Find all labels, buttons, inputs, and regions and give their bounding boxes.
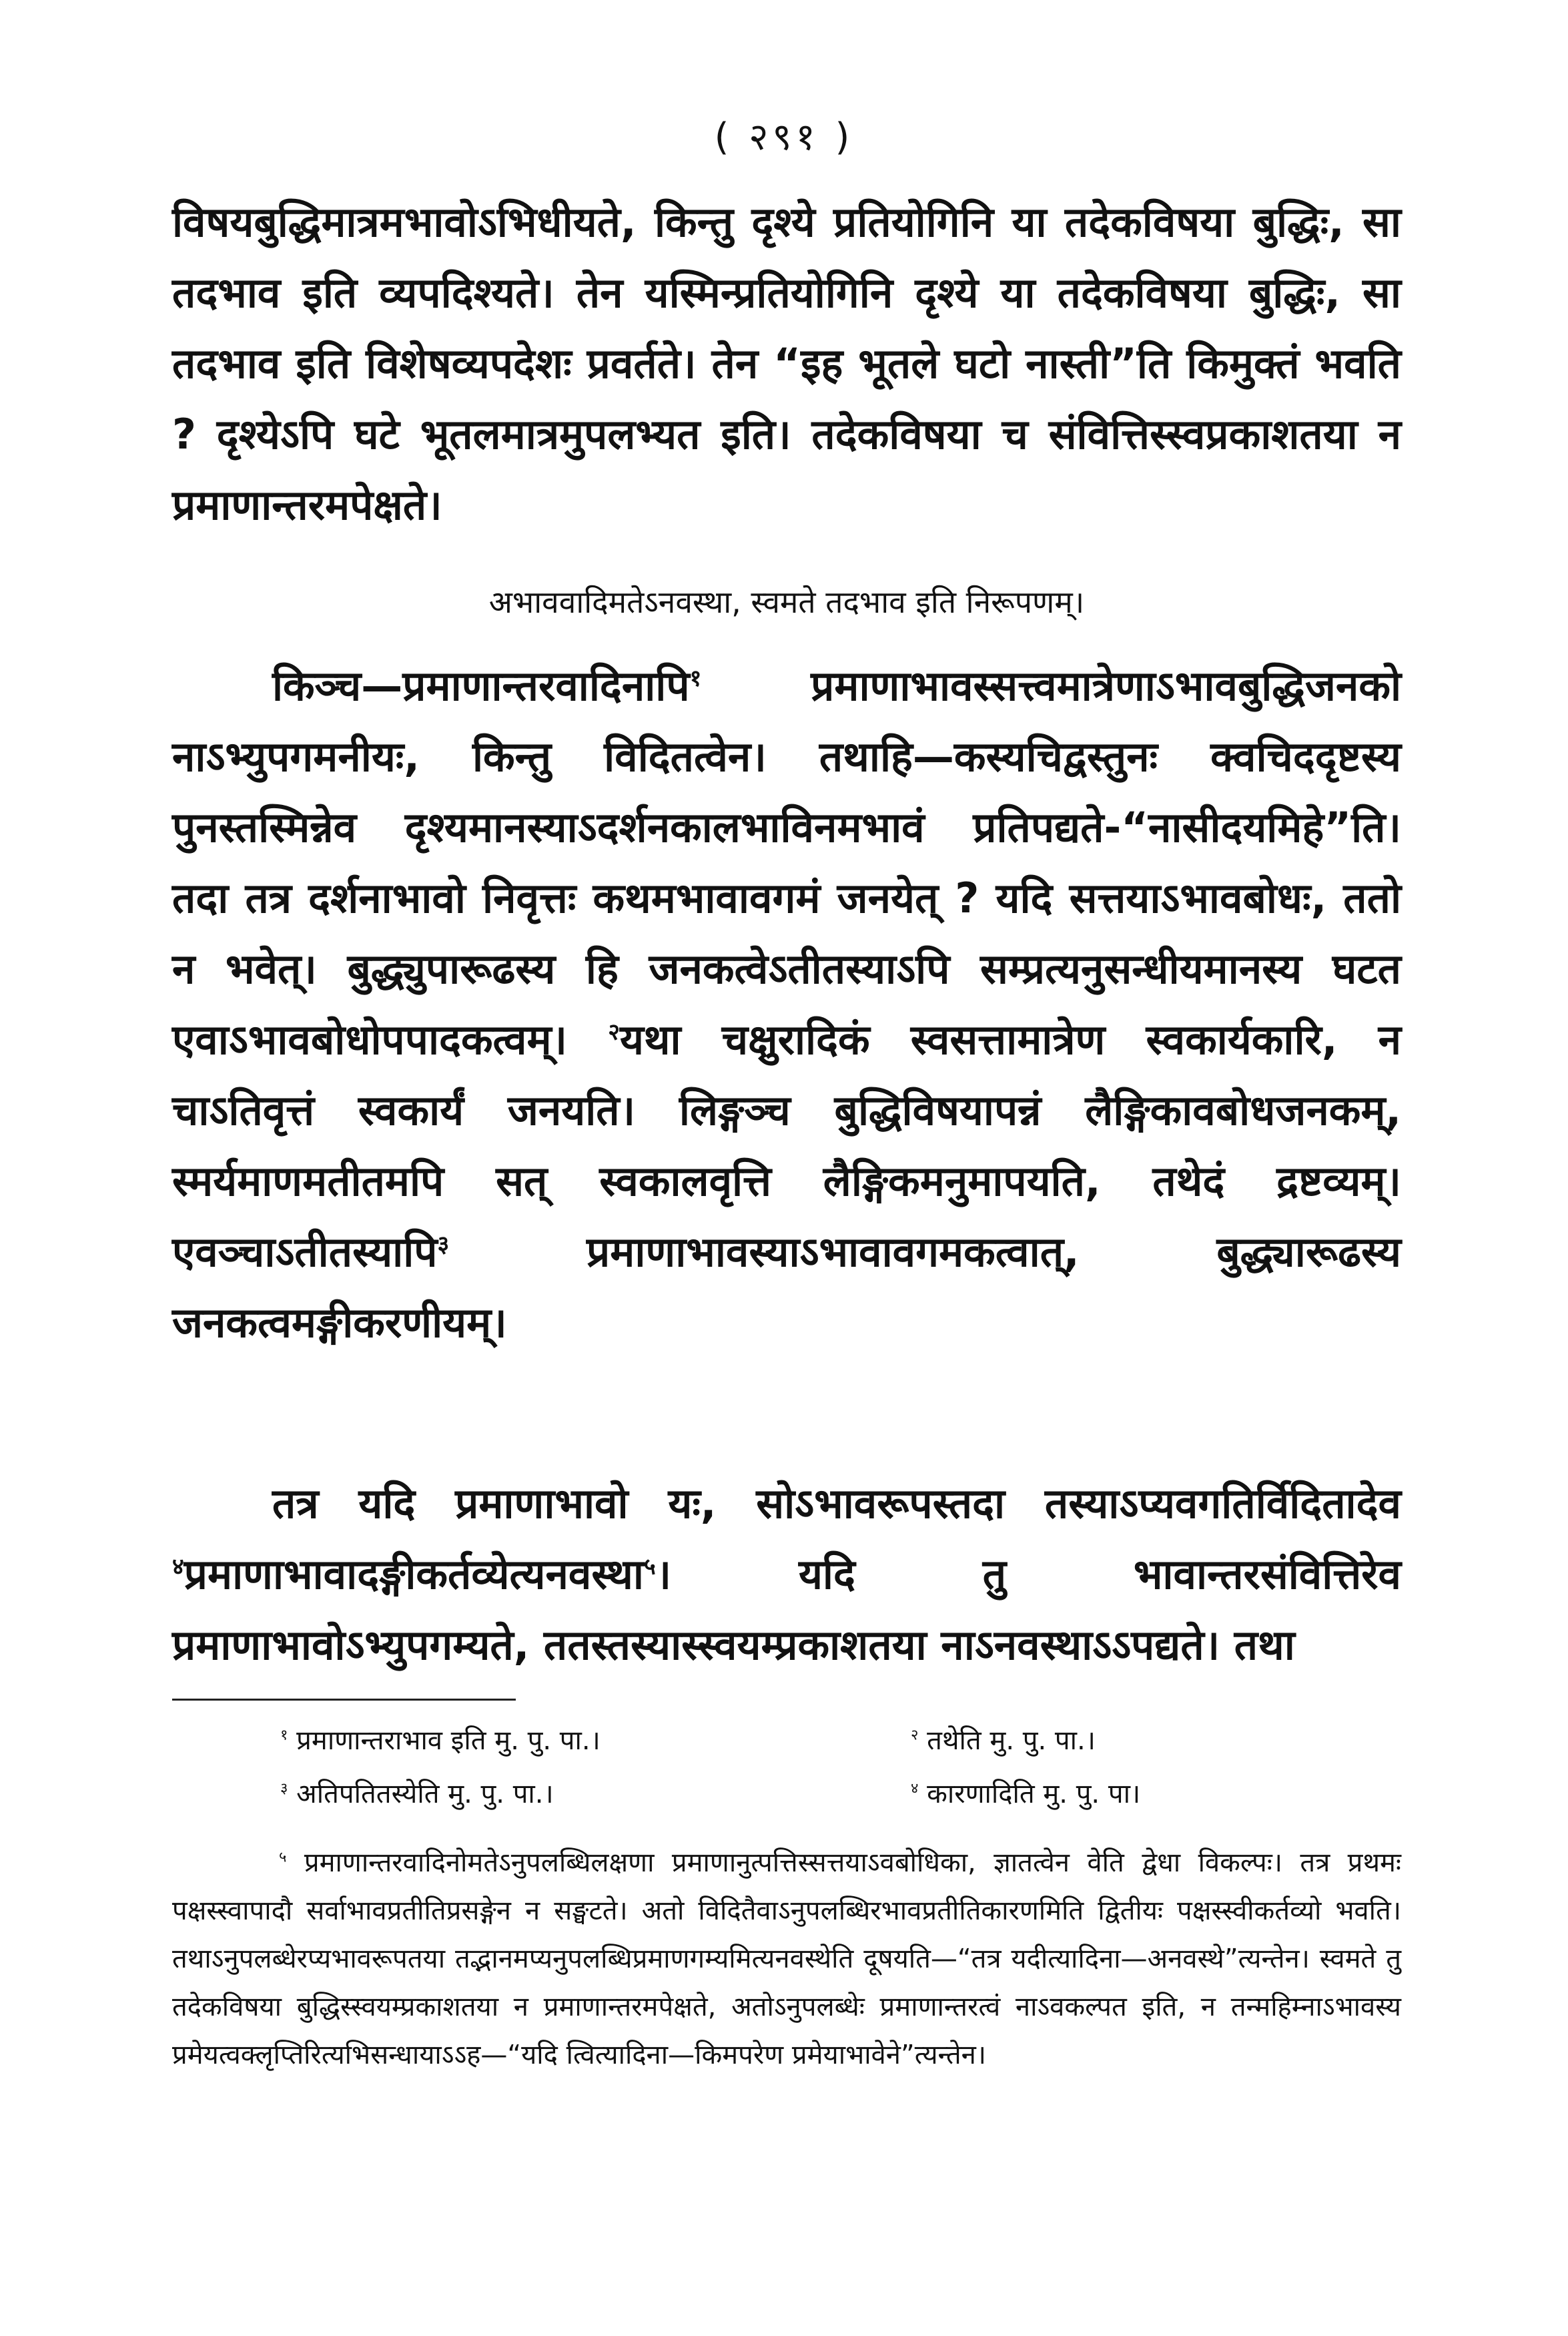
footnote-3	[280, 1775, 554, 1813]
paragraph-2	[172, 651, 1401, 1358]
page-number: ( २९१ )	[714, 115, 854, 159]
footnote-divider	[172, 1699, 516, 1701]
footnote-1-mark: १	[280, 1727, 288, 1744]
section-heading: अभाववादिमतेऽनवस्था, स्वमते तदभाव इति निरूपणम्।	[488, 584, 1085, 620]
footnote-1-text: प्रमाणान्तराभाव इति मु. पु. पा.।	[296, 1725, 601, 1756]
paragraph-3-text: प्रमाणाभावादङ्गीकर्तव्येत्यनवस्था	[183, 1550, 644, 1598]
footnote-5-text: प्रमाणान्तरवादिनोमतेऽनुपलब्धिलक्षणा प्रमाणानुत्पत्तिस्सत्तयाऽवबोधिका, ज्ञातत्वेन वेति द्वेधा विकल्पः। तत्र प्रथमः पक्षस्स्वापादौ सर्वाभावप्रतीतिप्रसङ्गेन न सङ्घटते। अतो विदितैवाऽनुपलब्धिरभावप्रतीतिकारणमिति द्वितीयः पक्षस्स्वीकर्तव्यो भवति। तथाऽनुपलब्धेरप्यभावरूपतया तद्भानमप्यनुपलब्धिप्रमाणगम्यमित्यनवस्थेति दूषयति—“तत्र यदीत्यादिना—अनवस्थे”त्यन्तेन। स्वमते तु तदेकविषया बुद्धिस्स्वयम्प्रकाशतया न प्रमाणान्तरमपेक्षते, अतोऽनुपलब्धेः प्रमाणान्तरत्वं नाऽवकल्पत इति, न तन्महिम्नाऽभावस्य प्रमेयत्वक्लृप्तिरित्यभिसन्धायाऽऽह—“यदि त्वित्यादिना—किमपरेण प्रमेयाभावेने”त्यन्तेन।	[172, 1847, 1402, 2070]
paragraph-2-text: प्रमाणाभावस्सत्त्वमात्रेणाऽभावबुद्धिजनको नाऽभ्युपगमनीयः, किन्तु विदितत्वेन। तथाहि—कस्यचिद्वस्तुनः क्वचिददृष्टस्य पुनस्तस्मिन्नेव दृश्यमानस्याऽदर्शनकालभाविनमभावं प्रतिपद्यते-“नासीदयमिहे”ति। तदा तत्र दर्शनाभावो निवृत्तः कथमभावावगमं जनयेत् ? यदि सत्तयाऽभावबोधः, ततो न भवेत्। बुद्ध्युपारूढस्य हि जनकत्वेऽतीतस्याऽपि सम्प्रत्यनुसन्धीयमानस्य घटत एवाऽभावबोधोपपादकत्वम्।	[172, 661, 1401, 1064]
paragraph-1: विषयबुद्धिमात्रमभावोऽभिधीयते, किन्तु दृश्ये प्रतियोगिनि या तदेकविषया बुद्धिः, सा तदभाव इति व्यपदिश्यते। तेन यस्मिन्प्रतियोगिनि दृश्ये या तदेकविषया बुद्धिः, सा तदभाव इति विशेषव्यपदेशः प्रवर्तते। तेन “इह भूतले घटो नास्ती”ति किमुक्तं भवति ? दृश्येऽपि घटे भूतलमात्रमुपलभ्यत इति। तदेकविषया च संवित्तिस्स्वप्रकाशतया न प्रमाणान्तरमपेक्षते।	[172, 198, 1401, 529]
footnote-ref-2: २	[608, 1018, 620, 1046]
footnote-4-mark: ४	[911, 1780, 919, 1797]
paragraph-3-text: तत्र यदि प्रमाणाभावो यः, सोऽभावरूपस्तदा तस्याऽप्यवगतिर्विदितादेव	[272, 1479, 1401, 1528]
footnote-ref-3: ३	[437, 1231, 450, 1258]
footnote-4-text: कारणादिति मु. पु. पा।	[927, 1779, 1141, 1809]
paragraph-3	[172, 1468, 1401, 1681]
footnote-3-text: अतिपतितस्येति मु. पु. पा.।	[296, 1779, 554, 1809]
footnote-3-mark: ३	[280, 1780, 288, 1797]
footnote-5-mark: ५	[279, 1849, 287, 1866]
footnote-2	[911, 1722, 1096, 1759]
footnote-4	[911, 1775, 1140, 1813]
footnote-1	[280, 1722, 601, 1759]
footnote-5	[172, 1839, 1401, 2079]
paragraph-3-text: । यदि तु भावान्तरसंवित्तिरेव प्रमाणाभावोऽभ्युपगम्यते, ततस्तस्यास्स्वयम्प्रकाशतया नाऽनवस्थाऽऽपद्यते। तथा	[172, 1550, 1401, 1669]
paragraph-2-text: किञ्च—प्रमाणान्तरवादिनापि	[272, 661, 690, 710]
paragraph-2-text: यथा चक्षुरादिकं स्वसत्तामात्रेण स्वकार्यकारि, न चाऽतिवृत्तं स्वकार्यं जनयति। लिङ्गञ्च बुद्धिविषयापन्नं लैङ्गिकावबोधजनकम्, स्मर्यमाणमतीतमपि सत् स्वकालवृत्ति लैङ्गिकमनुमापयति, तथेदं द्रष्टव्यम्। एवञ्चाऽतीतस्यापि	[172, 1015, 1401, 1276]
paragraph-2-text: प्रमाणाभावस्याऽभावावगमकत्वात्, बुद्ध्यारूढस्य जनकत्वमङ्गीकरणीयम्।	[172, 1227, 1401, 1347]
footnote-2-mark: २	[911, 1727, 919, 1744]
footnote-2-text: तथेति मु. पु. पा.।	[927, 1725, 1096, 1756]
footnote-ref-4: ४	[172, 1553, 184, 1580]
footnote-ref-5: ५	[643, 1553, 656, 1580]
footnote-ref-1: १	[689, 665, 702, 692]
